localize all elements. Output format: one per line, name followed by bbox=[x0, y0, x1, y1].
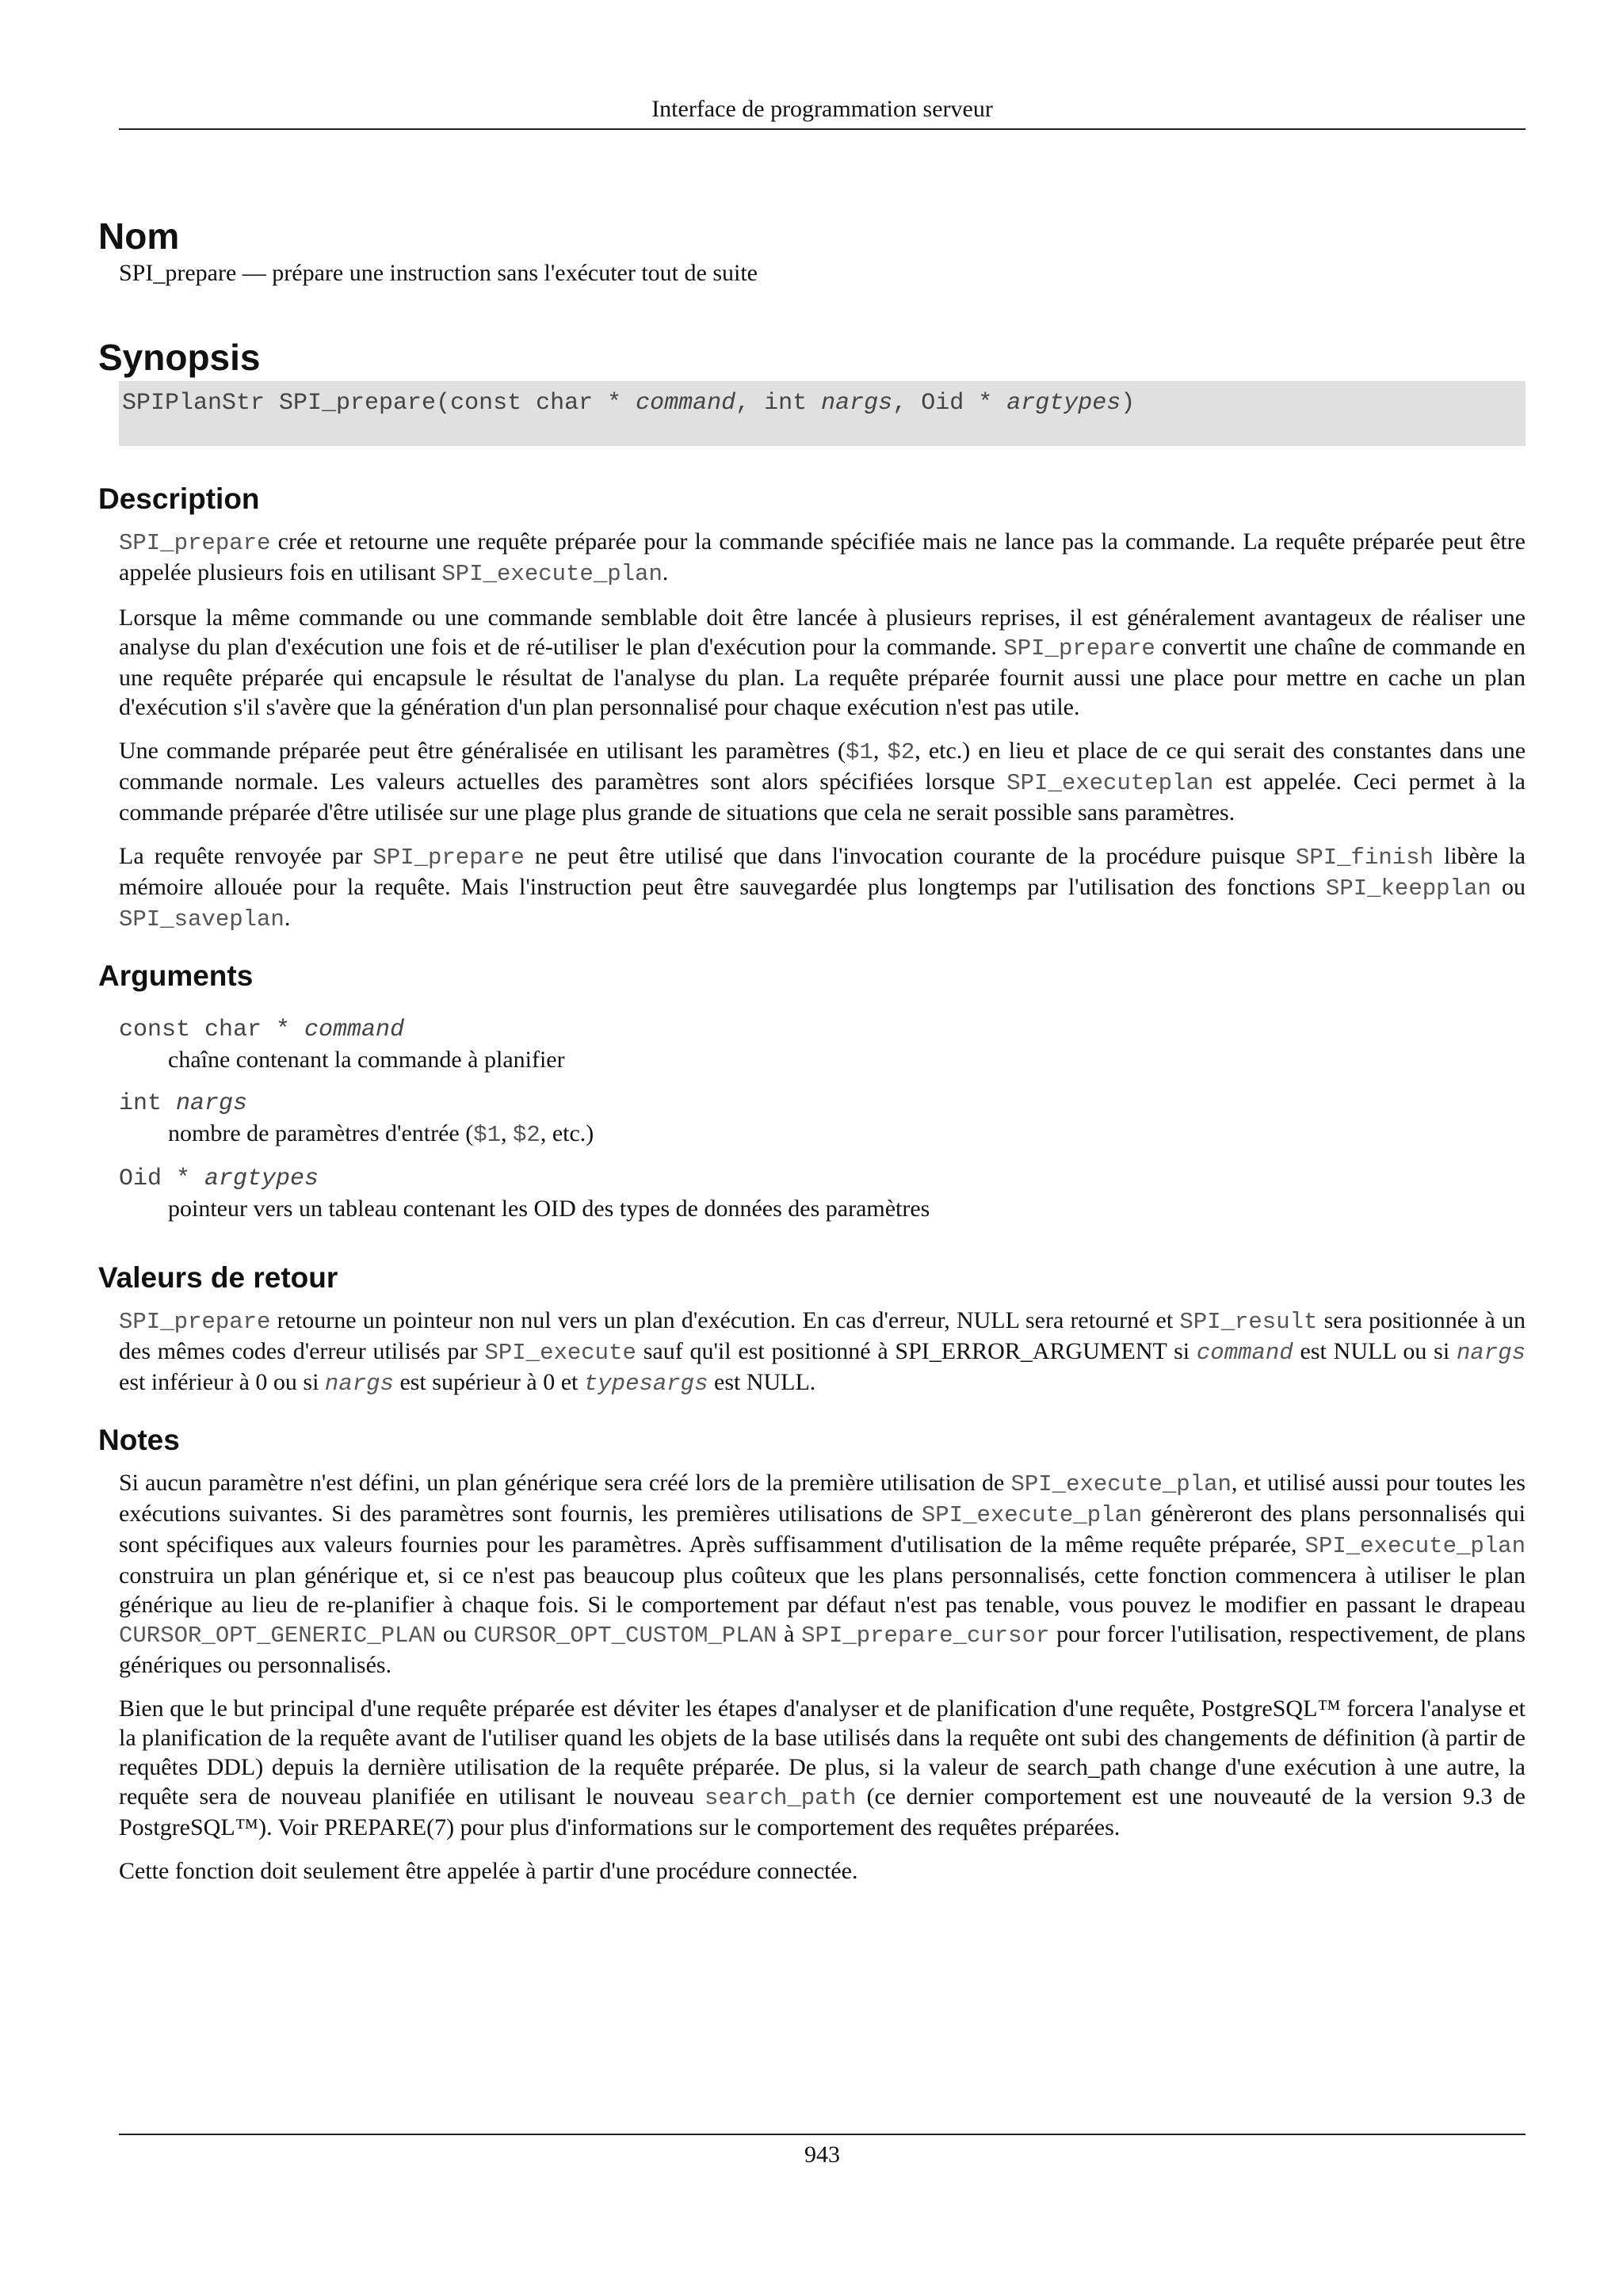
page-number: 943 bbox=[804, 2142, 840, 2168]
argument-item-argtypes bbox=[98, 1164, 1526, 1223]
notes-p1 bbox=[119, 1468, 1526, 1680]
argument-term bbox=[119, 1164, 1526, 1194]
text-run: ou bbox=[436, 1621, 474, 1647]
argument-type: const char * bbox=[119, 1016, 305, 1043]
text-run: . bbox=[284, 905, 291, 931]
text-run: sauf qu'il est positionné à SPI_ERROR_ARGUMENT si bbox=[636, 1338, 1197, 1364]
argument-type: Oid * bbox=[119, 1165, 205, 1192]
arguments-heading: Arguments bbox=[98, 959, 254, 992]
synopsis-code-end: ) bbox=[1121, 390, 1136, 417]
argument-name: argtypes bbox=[204, 1165, 319, 1192]
argument-item-nargs bbox=[98, 1089, 1526, 1150]
code-param-2: $2 bbox=[513, 1122, 540, 1148]
text-run: libère la mémoire allouée pour la requête. Mais l'instruction peut être sauvegardée plus longtemps par l'utilisation des fonctions bbox=[119, 843, 1526, 900]
text-run: . bbox=[662, 559, 669, 585]
code-cursor-opt-custom-plan: CURSOR_OPT_CUSTOM_PLAN bbox=[473, 1623, 777, 1649]
argument-desc bbox=[168, 1119, 1526, 1150]
code-spi-finish: SPI_finish bbox=[1295, 845, 1434, 871]
footer-rule bbox=[119, 2134, 1526, 2135]
text-run: ne peut être utilisé que dans l'invocation courante de la procédure puisque bbox=[524, 843, 1296, 869]
argument-type: int bbox=[119, 1090, 177, 1117]
argument-item-command bbox=[98, 1015, 1526, 1074]
text-run: , et utilisé aussi pour toutes les exécutions suivantes. Si des paramètres sont fournis, les premières utilisations de bbox=[119, 1470, 1526, 1527]
code-spi-executeplan: SPI_executeplan bbox=[1006, 770, 1214, 796]
nom-text: SPI_prepare — prépare une instruction sans l'exécuter tout de suite bbox=[119, 260, 758, 286]
argument-desc: chaîne contenant la commande à planifier bbox=[168, 1047, 565, 1073]
text-run: à bbox=[777, 1621, 802, 1647]
code-cursor-opt-generic-plan: CURSOR_OPT_GENERIC_PLAN bbox=[119, 1623, 437, 1649]
code-spi-execute-plan: SPI_execute_plan bbox=[1010, 1471, 1232, 1497]
argument-name: nargs bbox=[176, 1090, 248, 1117]
code-spi-result: SPI_result bbox=[1179, 1309, 1318, 1335]
synopsis-arg-argtypes: argtypes bbox=[1006, 390, 1121, 417]
text-run: sera positionnée à un des mêmes codes d'erreur utilisés par bbox=[119, 1307, 1526, 1364]
code-param-1: $1 bbox=[473, 1122, 502, 1148]
description-p1 bbox=[119, 527, 1526, 589]
notes-p3: Cette fonction doit seulement être appelée à partir d'une procédure connectée. bbox=[119, 1858, 858, 1884]
code-command: command bbox=[1196, 1340, 1293, 1366]
description-p2 bbox=[119, 603, 1526, 722]
synopsis-heading: Synopsis bbox=[98, 337, 261, 378]
synopsis-arg-nargs: nargs bbox=[821, 390, 893, 417]
text-run: est NULL ou si bbox=[1293, 1338, 1457, 1364]
text-run: ou bbox=[1491, 874, 1526, 900]
argument-term bbox=[119, 1089, 1526, 1119]
synopsis-code-mid2: , Oid * bbox=[892, 390, 1007, 417]
nom-heading: Nom bbox=[98, 215, 180, 257]
description-p3 bbox=[119, 736, 1526, 827]
code-spi-execute-plan: SPI_execute_plan bbox=[1304, 1533, 1526, 1559]
text-run: nombre de paramètres d'entrée ( bbox=[168, 1120, 474, 1146]
text-run: est appelée. Ceci permet à la commande préparée d'être utilisée sur une plage plus grande de situations que cela ne serait possible sans paramètres. bbox=[119, 769, 1526, 826]
description-heading: Description bbox=[98, 482, 260, 515]
text-run: crée et retourne une requête préparée pour la commande spécifiée mais ne lance pas la commande. La requête préparée peut être appelée plusieurs fois en utilisant bbox=[119, 528, 1526, 585]
text-run: retourne un pointeur non nul vers un plan d'exécution. En cas d'erreur, NULL sera retourné et bbox=[270, 1307, 1180, 1333]
text-run: est NULL. bbox=[708, 1369, 816, 1395]
code-spi-prepare: SPI_prepare bbox=[119, 1309, 271, 1335]
header-rule bbox=[119, 128, 1526, 130]
text-run: Bien que le but principal d'une requête préparée est déviter les étapes d'analyser et de planification d'une requête, PostgreSQL™ forcera l'analyse et la planification de la requête avant de l'utiliser quand les objets de la base utilisés dans la requête ont subi des changements de définition (à partir de requêtes DDL) depuis la dernière utilisation de la requête préparée. De plus, si la valeur de search_path change d'une exécution à une autre, la requête sera de nouveau planifiée en utilisant le nouveau bbox=[119, 1695, 1526, 1810]
notes-heading: Notes bbox=[98, 1424, 180, 1456]
synopsis-code-start: SPIPlanStr SPI_prepare(const char * bbox=[122, 390, 636, 417]
code-spi-keepplan: SPI_keepplan bbox=[1325, 875, 1491, 902]
code-nargs: nargs bbox=[324, 1371, 394, 1397]
text-run: génèreront des plans personnalisés qui sont spécifiques aux valeurs fournies pour les paramètres. Après suffisamment d'utilisation de la même requête préparée, bbox=[119, 1501, 1526, 1558]
text-run: , etc.) bbox=[540, 1120, 594, 1146]
code-spi-saveplan: SPI_saveplan bbox=[119, 906, 285, 933]
text-run: , bbox=[873, 738, 888, 764]
text-run: Lorsque la même commande ou une commande semblable doit être lancée à plusieurs reprises, il est généralement avantageux de réaliser une analyse du plan d'exécution une fois et de ré-utiliser le plan d'exécution pour la commande. bbox=[119, 605, 1526, 660]
argument-desc: pointeur vers un tableau contenant les OID des types de données des paramètres bbox=[168, 1196, 930, 1222]
text-run: est supérieur à 0 et bbox=[393, 1369, 584, 1395]
code-search-path: search_path bbox=[704, 1785, 857, 1811]
code-spi-execute-plan: SPI_execute_plan bbox=[921, 1502, 1143, 1528]
code-param-2: $2 bbox=[887, 739, 915, 765]
code-spi-prepare: SPI_prepare bbox=[372, 845, 525, 871]
text-run: , bbox=[501, 1120, 514, 1146]
content bbox=[98, 214, 1526, 1886]
code-spi-execute: SPI_execute bbox=[484, 1340, 636, 1366]
synopsis-code bbox=[119, 381, 1526, 446]
text-run: Une commande préparée peut être généralisée en utilisant les paramètres ( bbox=[119, 738, 846, 764]
code-spi-prepare-cursor: SPI_prepare_cursor bbox=[801, 1623, 1050, 1649]
synopsis-code-mid1: , int bbox=[735, 390, 822, 417]
text-run: pour forcer l'utilisation, respectivement, de plans génériques ou personnalisés. bbox=[119, 1621, 1526, 1678]
valeurs-text bbox=[119, 1306, 1526, 1398]
argument-name: command bbox=[304, 1016, 405, 1043]
description-p4 bbox=[119, 841, 1526, 934]
valeurs-heading: Valeurs de retour bbox=[98, 1261, 338, 1294]
text-run: construira un plan générique et, si ce n'est pas beaucoup plus coûteux que les plans personnalisés, cette fonction commencera à utiliser le plan générique au lieu de re-planifier à chaque fois. Si le comportement par défaut n'est pas tenable, vous pouvez le modifier en passant le drapeau bbox=[119, 1562, 1526, 1618]
argument-term bbox=[119, 1015, 1526, 1045]
text-run: est inférieur à 0 ou si bbox=[119, 1369, 325, 1395]
text-run: Si aucun paramètre n'est défini, un plan générique sera créé lors de la première utilisation de bbox=[119, 1470, 1011, 1496]
text-run: (ce dernier comportement est une nouveauté de la version 9.3 de PostgreSQL™). Voir PREPARE(7) pour plus d'informations sur le comportement des requêtes préparées. bbox=[119, 1783, 1526, 1840]
code-param-1: $1 bbox=[846, 739, 873, 765]
code-nargs: nargs bbox=[1456, 1340, 1526, 1366]
running-header: Interface de programmation serveur bbox=[651, 96, 993, 122]
code-spi-execute-plan: SPI_execute_plan bbox=[441, 561, 663, 587]
code-spi-prepare: SPI_prepare bbox=[119, 530, 271, 556]
code-spi-prepare: SPI_prepare bbox=[1003, 635, 1155, 662]
text-run: La requête renvoyée par bbox=[119, 843, 373, 869]
text-run: convertit une chaîne de commande en une requête préparée qui encapsule le résultat de l'analyse du plan. La requête préparée fournit aussi une place pour mettre en cache un plan d'exécution s'il s'avère que la génération d'un plan personnalisé pour chaque exécution n'est pas utile. bbox=[119, 634, 1526, 720]
synopsis-arg-command: command bbox=[636, 390, 736, 417]
notes-p2 bbox=[119, 1694, 1526, 1842]
text-run: , etc.) en lieu et place de ce qui serait des constantes dans une commande normale. Les valeurs actuelles des paramètres sont alors spécifiées lorsque bbox=[119, 738, 1526, 795]
code-typesargs: typesargs bbox=[583, 1371, 708, 1397]
